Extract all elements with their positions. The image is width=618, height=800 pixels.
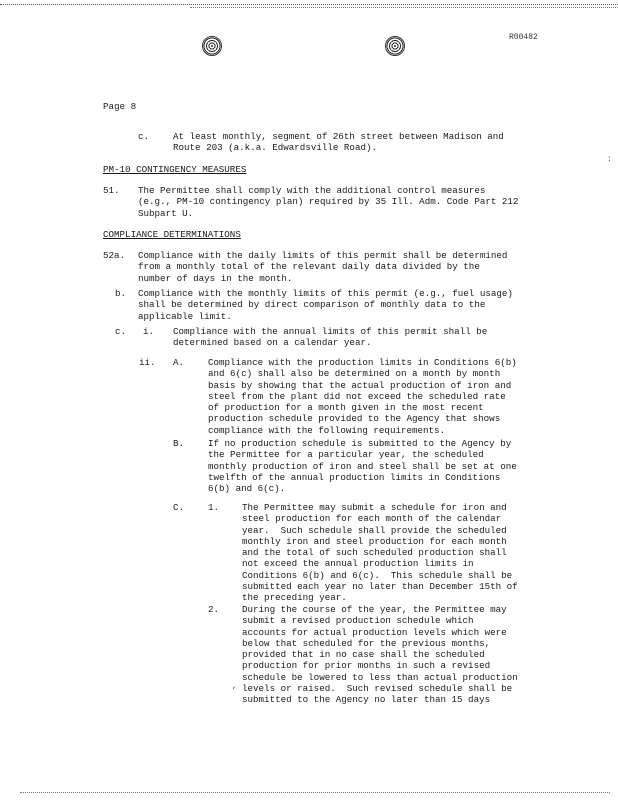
condition-51-text: The Permittee shall comply with the additional control measures (e.g., PM-10 contingency plan) required by 35 Ill. Adm. Code Part 212 Subpart U. <box>138 185 519 219</box>
margin-edge-mark: : <box>607 155 612 164</box>
item-C2-label: 2. <box>208 604 220 615</box>
condition-c-label: c. <box>115 326 127 337</box>
item-A-text: Compliance with the production limits in Conditions 6(b) and 6(c) shall also be determined on a month by month basis by showing that the actual production of iron and steel from the plant did not exceed the scheduled rate of production for a month given in the most recent production schedule provided to the Agency that shows compliance with the following requirements. <box>208 357 517 436</box>
condition-c-ii-label: ii. <box>139 357 156 368</box>
item-C1-label: 1. <box>208 502 220 513</box>
condition-52a-text: Compliance with the daily limits of this permit shall be determined from a monthly total of the relevant daily data divided by the number of days in the month. <box>138 250 508 284</box>
item-C2-text: During the course of the year, the Permittee may submit a revised production schedule which accounts for actual production levels which were below that scheduled for the previous months, provided that in no case shall the scheduled production for prior months in such a revised schedule be lowered to less than actual production levels or raised. Such revised schedule shall be submitted to the Agency no later than 15 days <box>242 604 518 706</box>
scan-edge-bottom <box>20 792 610 793</box>
seal-left-icon <box>202 36 222 56</box>
scan-edge-top-inner <box>190 7 618 8</box>
condition-c-i-label: i. <box>143 326 155 337</box>
item-B-text: If no production schedule is submitted to the Agency by the Permittee for a particular year, the scheduled monthly production of iron and steel shall be set at one twelfth of the annual production limits in Conditions 6(b) and 6(c). <box>208 438 517 495</box>
condition-b-label: b. <box>115 288 127 299</box>
item-C-label: C. <box>173 502 185 513</box>
item-c-text: At least monthly, segment of 26th street between Madison and Route 203 (a.k.a. Edwardsville Road). <box>173 131 504 154</box>
item-c-label: c. <box>138 131 150 142</box>
heading-pm10-contingency: PM-10 CONTINGENCY MEASURES <box>103 164 247 175</box>
condition-51-label: 51. <box>103 185 120 196</box>
margin-tick-mark: , <box>232 682 237 691</box>
condition-c-i-text: Compliance with the annual limits of this permit shall be determined based on a calendar year. <box>173 326 488 349</box>
heading-compliance-determinations: COMPLIANCE DETERMINATIONS <box>103 229 241 240</box>
item-A-label: A. <box>173 357 185 368</box>
item-B-label: B. <box>173 438 185 449</box>
scan-edge-top <box>0 4 618 5</box>
page-label: Page 8 <box>103 101 137 112</box>
condition-b-text: Compliance with the monthly limits of this permit (e.g., fuel usage) shall be determined by direct comparison of monthly data to the applicable limit. <box>138 288 513 322</box>
seal-right-icon <box>385 36 405 56</box>
document-id: R00482 <box>509 33 538 42</box>
item-C1-text: The Permittee may submit a schedule for iron and steel production for each month of the calendar year. Such schedule shall provide the scheduled monthly iron and steel production for each month and the total of such scheduled production shall not exceed the annual production limits in Conditions 6(b) and 6(c). This schedule shall be submitted each year no later than December 15th of the preceding year. <box>242 502 518 604</box>
condition-52a-label: 52a. <box>103 250 126 261</box>
